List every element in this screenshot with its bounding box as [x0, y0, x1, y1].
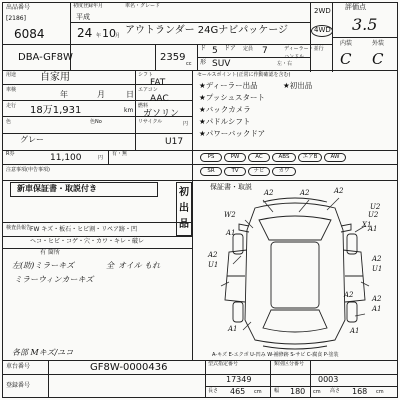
damage-legend: A-キズ E-エクボ U-凹み W-補修跡 S-サビ C-腐食 P-塗装 — [212, 352, 339, 358]
lot-number: 6084 — [14, 27, 45, 41]
shift-value: FAT — [150, 78, 166, 88]
fuel-value: ガソリン — [143, 109, 180, 119]
fuel-label: 燃料 — [138, 103, 149, 109]
exterior-label: 外装 — [372, 40, 385, 47]
recycle-label: リサイクル — [138, 119, 163, 125]
damage-code: U1 — [208, 261, 219, 269]
sales-point-item: ★パドルシフト — [199, 117, 251, 126]
sales-point-item: ★バックカメラ — [199, 105, 251, 114]
month-mark: 月 — [115, 33, 121, 39]
score-label: 評価点 — [345, 3, 366, 11]
recycle-note: 有・無 — [112, 151, 128, 157]
r-label: R券 — [6, 151, 15, 157]
inspection-month: 月 — [97, 90, 105, 99]
wheel-value: 左・右 — [277, 61, 293, 67]
damage-code: U1 — [372, 265, 383, 273]
inspection-day: 日 — [126, 90, 134, 99]
sales-point-item: ★ディーラー出品 — [199, 81, 258, 90]
damage-code: U2 — [368, 211, 379, 219]
door-count-label: ドア — [224, 45, 236, 52]
width-unit: cm — [313, 389, 321, 395]
height-value: 168 — [352, 387, 368, 396]
damage-code: A2 — [372, 255, 382, 263]
inspector-line2: ヘコ・ヒビ・コゲ・穴・カワ・キレ・破レ — [30, 238, 144, 245]
chassis-label: 車台番号 — [6, 363, 31, 370]
color-value: グレー — [20, 135, 44, 144]
doors-value: 5 — [212, 46, 218, 56]
chassis-value: GF8W-0000436 — [90, 362, 168, 373]
drive-2wd: 2WD — [314, 7, 331, 15]
first-reg-label: 初度登録年月 — [73, 3, 104, 9]
damage-code: W2 — [224, 211, 236, 219]
interior-grade: C — [340, 50, 352, 68]
mileage-value: 18万1,931 — [30, 105, 82, 116]
inspector-label: 検査員報告 — [6, 225, 32, 231]
r-value: 11,100 — [50, 153, 82, 163]
length-unit: cm — [254, 389, 262, 395]
handwritten-note-2: オイル もれ — [118, 261, 161, 270]
width-value: 180 — [290, 387, 306, 396]
equip-navi: ナビ — [248, 167, 270, 176]
r-unit: 円 — [98, 155, 104, 161]
reg-label: 登録番号 — [6, 382, 31, 389]
width-label: 幅 — [274, 388, 280, 394]
doors-label: ド — [200, 45, 207, 52]
equip-abs: ABS — [272, 153, 296, 162]
equip-tv: TV — [224, 167, 246, 176]
inspection-year: 年 — [60, 90, 68, 99]
origin-label: ディーラー・並行 — [284, 46, 324, 52]
damage-code: A2 — [264, 189, 274, 197]
handwritten-note-2b: 全 — [106, 261, 114, 270]
inspector-line1: FW キズ・板石・ヒビ割・リペア跡・凹 — [30, 226, 138, 233]
damage-code: A1 — [226, 229, 236, 237]
year-mark: 年 — [96, 33, 102, 39]
damage-code: A1 — [228, 325, 238, 333]
equip-leather: カワ — [272, 167, 296, 176]
type-class-label: 類別区分番号 — [274, 361, 305, 367]
displacement: 2359 — [160, 52, 186, 63]
mileage-label: 走行 — [6, 103, 17, 109]
ac-value: AAC — [150, 94, 169, 104]
first-listing-stamp: 初出品 — [176, 182, 192, 236]
equip-aw: AW — [324, 153, 346, 162]
handwritten-note-1: 左(助)ミラーキズ — [12, 261, 75, 270]
length-value: 465 — [230, 387, 246, 396]
sales-points-title: セールスポイント(正常に作動確認を含む) — [197, 72, 291, 78]
color-number-label: 色No — [90, 119, 102, 125]
model-spec-value: 17349 — [226, 375, 252, 384]
damage-code: A1 — [350, 327, 360, 335]
exterior-grade: C — [372, 50, 384, 68]
equip-ps: PS — [200, 153, 222, 162]
warranty-stamp: 新車保証書・取説付き — [10, 182, 158, 197]
seats-value: 7 — [262, 46, 268, 56]
handwritten-note-1b: ミラーウィンカーキズ — [14, 275, 94, 284]
score-value: 3.5 — [352, 15, 378, 34]
era: 平成 — [76, 13, 90, 21]
equip-airbag: エアB — [298, 153, 322, 162]
inspection-label: 車検 — [6, 87, 17, 93]
equip-pw: PW — [224, 153, 246, 162]
color-label: 色 — [6, 119, 12, 125]
length-label: 長さ — [208, 388, 219, 394]
damage-code: A1 — [368, 225, 378, 233]
body-label: 形 — [200, 59, 207, 66]
lot-label: 出品番号 — [6, 4, 31, 11]
recycle-unit: 円 — [183, 121, 189, 127]
damage-code: A2 — [344, 291, 354, 299]
body-type: SUV — [212, 59, 231, 69]
damage-code: A2 — [208, 251, 218, 259]
sales-point-item: ★パワーバックドア — [199, 129, 266, 138]
model-code: DBA-GF8W — [18, 52, 73, 63]
sales-point-item: ★初出品 — [283, 81, 313, 90]
damage-code: A2 — [372, 295, 382, 303]
recycle-value: U17 — [165, 137, 184, 147]
damage-code: U2 — [370, 203, 381, 211]
damage-code: A2 — [300, 189, 310, 197]
model-name: アウトランダー 24Gナビパッケージ — [125, 25, 289, 36]
height-label: 高さ — [330, 388, 341, 394]
seats-label: 定員 — [243, 46, 254, 52]
reg-month: 10 — [102, 27, 116, 40]
model-spec-label: 型式指定番号 — [208, 361, 239, 367]
drive-4wd: 4WD — [314, 26, 331, 34]
equip-sr: SR — [200, 167, 222, 176]
damage-code: X1 — [362, 221, 372, 229]
diagram-title: 保証書・取説 — [210, 183, 252, 191]
handwritten-note-3: 各部 Mキズ/ユコ — [12, 348, 74, 357]
interior-label: 内装 — [340, 40, 353, 47]
mileage-unit: km — [124, 107, 134, 114]
cc-label: cc — [186, 61, 192, 67]
ac-label: エアコン — [138, 87, 158, 93]
usage-value: 自家用 — [40, 72, 70, 83]
equip-ac: AC — [248, 153, 270, 162]
damage-code: A1 — [372, 305, 382, 313]
height-unit: cm — [376, 389, 384, 395]
type-class-value: 0003 — [318, 375, 339, 384]
inspector-location: 有 箇所 — [40, 249, 60, 256]
wheel-label: ハンドル — [284, 54, 305, 60]
damage-code: A2 — [334, 187, 344, 195]
model-label: 車名・グレード — [125, 3, 161, 9]
lot-id: [2186] — [6, 15, 26, 22]
shift-label: シフト — [138, 72, 154, 78]
reg-year: 24 — [77, 26, 93, 40]
caution-label: 注意事項(申告事項) — [6, 167, 50, 173]
usage-label: 用途 — [6, 72, 17, 78]
sales-point-item: ★プッシュスタート — [199, 93, 266, 102]
